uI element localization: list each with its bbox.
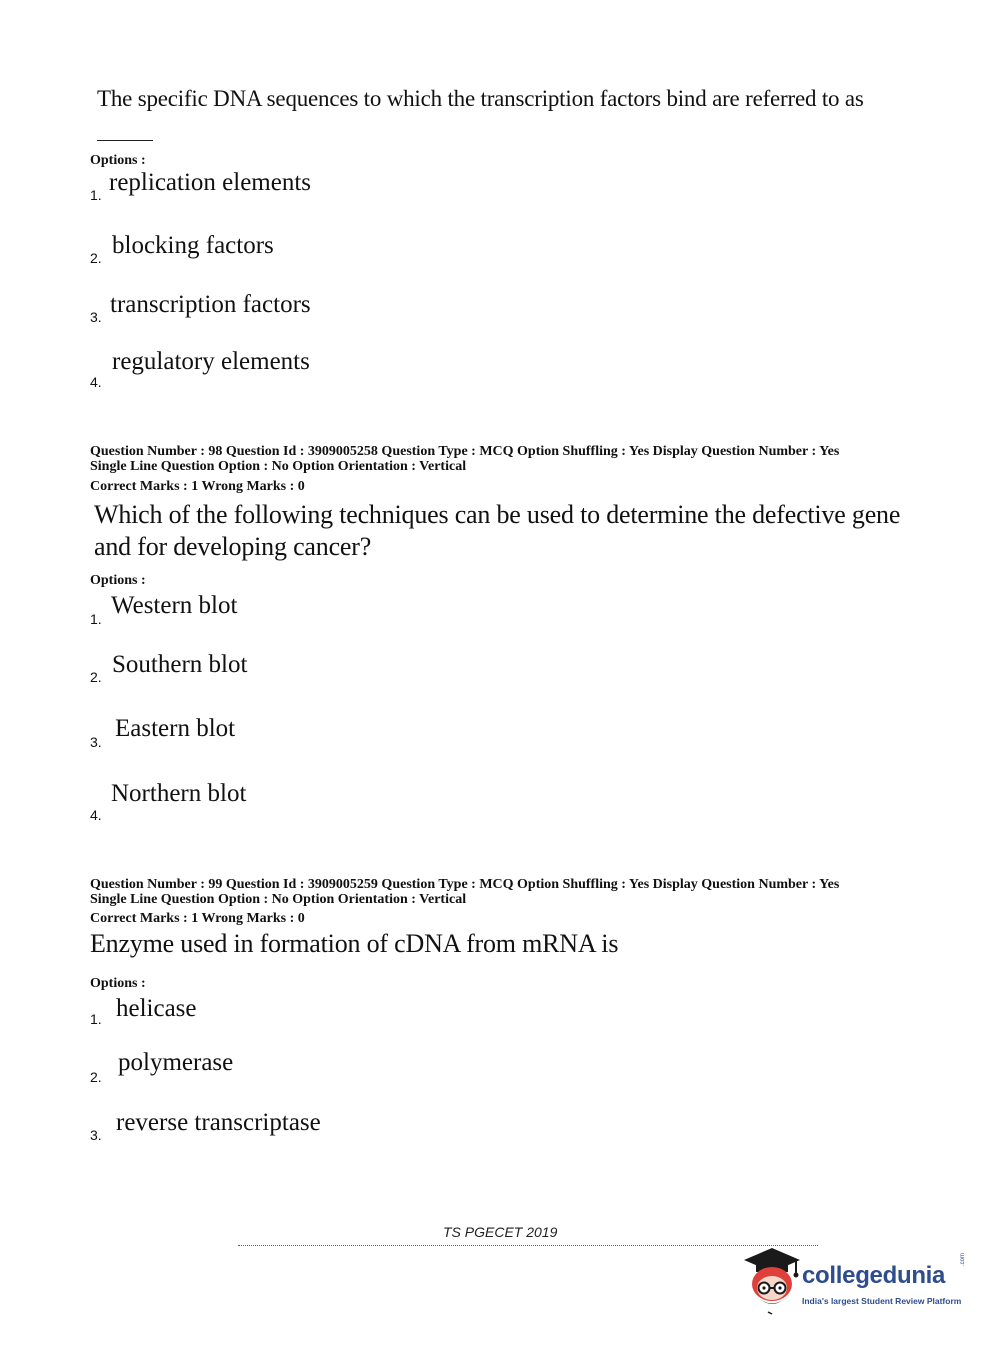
question-97-text: The specific DNA sequences to which the transcription factors bind are referred to as — [97, 86, 864, 111]
q98-options-label: Options : — [90, 573, 146, 588]
q97-option-4-text[interactable]: regulatory elements — [112, 348, 310, 375]
q99-meta-line-2: Single Line Question Option : No Option Orientation : Vertical — [90, 892, 467, 907]
answer-blank-line — [97, 140, 153, 141]
graduate-cap-mascot-icon — [738, 1244, 804, 1316]
q98-option-3-text[interactable]: Eastern blot — [115, 715, 236, 742]
q98-meta-line-1: Question Number : 98 Question Id : 3909005258 Question Type : MCQ Option Shuffling : Yes Display Question Number : Yes — [90, 444, 840, 459]
q98-option-1-text[interactable]: Western blot — [111, 592, 238, 619]
q99-option-2-text[interactable]: polymerase — [118, 1049, 234, 1076]
q99-option-1-number: 1. — [90, 1011, 102, 1027]
q99-marks: Correct Marks : 1 Wrong Marks : 0 — [90, 911, 305, 926]
q97-option-2-number: 2. — [90, 250, 102, 266]
question-99-text: Enzyme used in formation of cDNA from mRNA is — [90, 929, 619, 958]
q98-option-2-number: 2. — [90, 669, 102, 685]
q98-option-4-number: 4. — [90, 807, 102, 823]
q99-option-3-number: 3. — [90, 1127, 102, 1143]
logo-wordmark: collegedunia — [802, 1262, 946, 1289]
collegedunia-logo[interactable] — [738, 1244, 968, 1316]
q97-options-label: Options : — [90, 153, 146, 168]
q99-options-label: Options : — [90, 976, 146, 991]
q99-meta-line-1: Question Number : 99 Question Id : 3909005259 Question Type : MCQ Option Shuffling : Yes Display Question Number : Yes — [90, 877, 840, 892]
q98-option-1-number: 1. — [90, 611, 102, 627]
q97-option-4-number: 4. — [90, 374, 102, 390]
q98-meta-line-2: Single Line Question Option : No Option Orientation : Vertical — [90, 459, 467, 474]
logo-com-suffix: .com — [960, 1252, 966, 1266]
question-98-text: Which of the following techniques can be used to determine the defective gene and for developing cancer? — [94, 500, 901, 561]
logo-tagline: India's largest Student Review Platform — [802, 1296, 962, 1306]
q99-option-2-number: 2. — [90, 1069, 102, 1085]
q98-option-3-number: 3. — [90, 734, 102, 750]
q97-option-1-text[interactable]: replication elements — [109, 169, 312, 196]
q98-option-2-text[interactable]: Southern blot — [112, 651, 248, 678]
q97-option-3-number: 3. — [90, 309, 102, 325]
q97-option-1-number: 1. — [90, 187, 102, 203]
q99-option-3-text[interactable]: reverse transcriptase — [116, 1109, 321, 1136]
q97-option-3-text[interactable]: transcription factors — [110, 291, 311, 318]
q98-option-4-text[interactable]: Northern blot — [111, 780, 247, 807]
footer-exam-title: TS PGECET 2019 — [443, 1224, 558, 1240]
footer-dotted-rule — [238, 1245, 818, 1247]
q99-option-1-text[interactable]: helicase — [116, 995, 197, 1022]
q97-option-2-text[interactable]: blocking factors — [112, 232, 274, 259]
q98-marks: Correct Marks : 1 Wrong Marks : 0 — [90, 479, 305, 494]
